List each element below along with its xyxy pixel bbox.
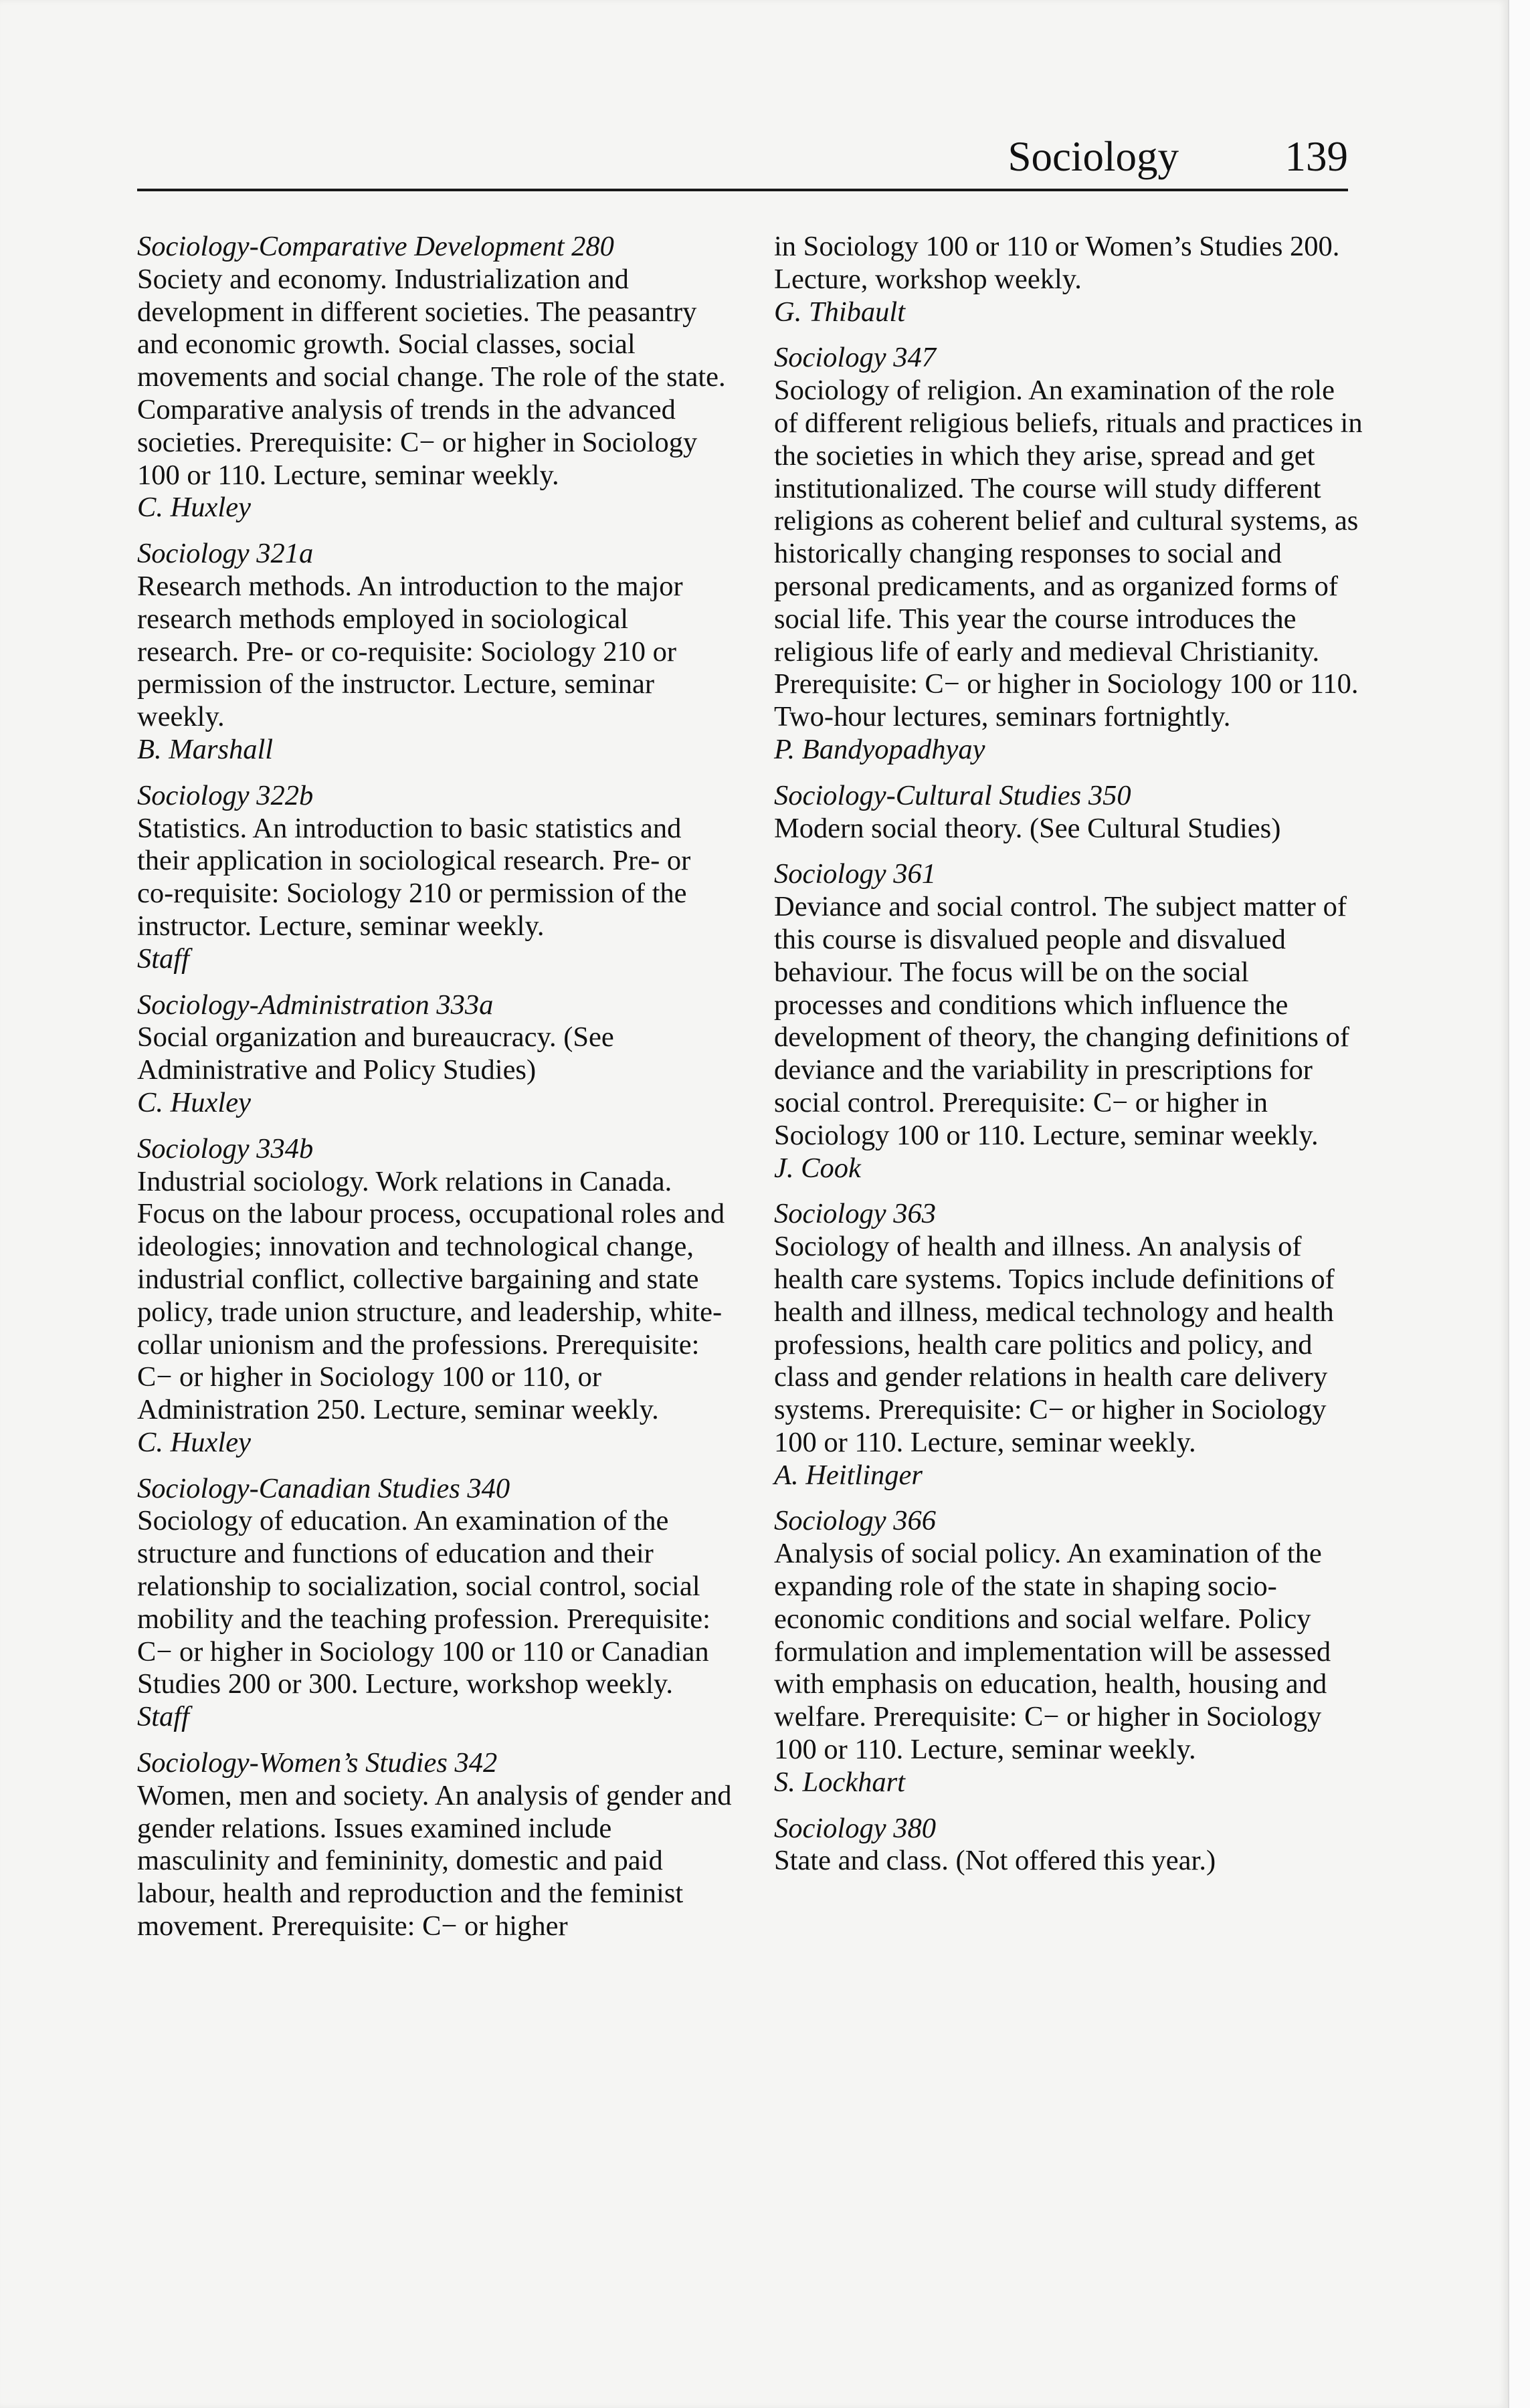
course-description: Women, men and society. An analysis of gender and gender relations. Issues examined include masculinity and femininity, domestic and paid labour, health and reproduction and the feminist movement. Prerequisite: C− or higher — [137, 1779, 732, 1942]
course-entry — [137, 1133, 733, 1460]
course-entry — [137, 780, 733, 976]
course-description: Sociology of religion. An examination of the role of different religious beliefs, rituals and practices in the societies in which they arise, spread and get institutionalized. The course will study different religions as coherent belief and cultural systems, as historically changing responses to social and personal predicaments, and as organized forms of social life. This year the course introduces the religious life of early and medieval Christianity. Prerequisite: C− or higher in Sociology 100 or 110. Two-hour lectures, seminars fortnightly. — [774, 375, 1363, 733]
course-title: Sociology 380 — [774, 1812, 936, 1844]
header-rule — [137, 189, 1348, 191]
course-description: Social organization and bureaucracy. (See Administrative and Policy Studies) — [137, 1021, 614, 1086]
course-entry-continued — [774, 231, 1363, 328]
course-description: Society and economy. Industrialization and development in different societies. The peasantry and economic growth. Social classes, social movements and social change. The role of the state. Comparative analysis of trends in the advanced societies. Prerequisite: C− or higher in Sociology 100 or 110. Lecture, seminar weekly. — [137, 263, 726, 491]
course-instructor: C. Huxley — [137, 1086, 251, 1118]
course-instructor: C. Huxley — [137, 492, 251, 524]
course-instructor: Staff — [137, 1701, 189, 1733]
page-edge — [1508, 0, 1530, 2408]
course-title: Sociology 363 — [774, 1198, 936, 1230]
course-title: Sociology 322b — [137, 779, 314, 811]
course-description: Analysis of social policy. An examination of the expanding role of the state in shaping socio-economic conditions and social welfare. Policy formulation and implementation will be assessed with emphasis on education, health, housing and welfare. Prerequisite: C− or higher in Sociology 100 or 110. Lecture, seminar weekly. — [774, 1538, 1331, 1766]
course-description: Industrial sociology. Work relations in Canada. Focus on the labour process, occupational roles and ideologies; innovation and technological change, industrial conflict, collective bargaining and state policy, trade union structure, and leadership, white-collar unionism and the professions. Prerequisite: C− or higher in Sociology 100 or 110, or Administration 250. Lecture, seminar weekly. — [137, 1165, 725, 1426]
course-title: Sociology 321a — [137, 538, 314, 570]
course-title: Sociology-Women’s Studies 342 — [137, 1747, 498, 1779]
course-instructor: S. Lockhart — [774, 1766, 905, 1798]
course-description: Deviance and social control. The subject matter of this course is disvalued people and disvalued behaviour. The focus will be on the social processes and conditions which influence the development of theory, the changing definitions of deviance and the variability in prescriptions for social control. Prerequisite: C− or higher in Sociology 100 or 110. Lecture, seminar weekly. — [774, 891, 1350, 1151]
course-entry — [137, 538, 733, 767]
course-instructor: B. Marshall — [137, 733, 274, 765]
course-instructor: Staff — [137, 942, 189, 975]
page-number: 139 — [1284, 133, 1348, 180]
course-instructor: C. Huxley — [137, 1426, 251, 1458]
course-title: Sociology 347 — [774, 342, 936, 374]
course-title: Sociology 366 — [774, 1505, 936, 1537]
course-description: Sociology of health and illness. An analysis of health care systems. Topics include definitions of health and illness, medical technology and health professions, health care politics and policy, and class and gender relations in health care delivery systems. Prerequisite: C− or higher in Sociology 100 or 110. Lecture, seminar weekly. — [774, 1231, 1335, 1458]
course-title: Sociology-Administration 333a — [137, 989, 494, 1021]
course-entry — [137, 1747, 733, 1943]
course-entry — [774, 858, 1363, 1185]
course-entry — [137, 989, 733, 1120]
course-entry — [137, 1473, 733, 1734]
running-head — [137, 130, 1348, 184]
course-instructor: G. Thibault — [774, 296, 906, 328]
course-description: Research methods. An introduction to the major research methods employed in sociological research. Pre- or co-requisite: Sociology 210 or permission of the instructor. Lecture, seminar weekly. — [137, 570, 683, 733]
course-description: Sociology of education. An examination of the structure and functions of education and their relationship to socialization, social control, social mobility and the teaching profession. Prerequisite: C− or higher in Sociology 100 or 110 or Canadian Studies 200 or 300. Lecture, workshop weekly. — [137, 1505, 710, 1700]
course-entry — [774, 780, 1363, 845]
course-description: in Sociology 100 or 110 or Women’s Studies 200. Lecture, workshop weekly. — [774, 231, 1340, 295]
course-instructor: P. Bandyopadhyay — [774, 733, 985, 765]
course-description: Modern social theory. (See Cultural Studies) — [774, 812, 1281, 844]
course-title: Sociology-Cultural Studies 350 — [774, 779, 1131, 811]
course-title: Sociology 361 — [774, 858, 936, 890]
course-title: Sociology 334b — [137, 1132, 314, 1165]
course-title: Sociology-Canadian Studies 340 — [137, 1472, 510, 1504]
course-description: Statistics. An introduction to basic statistics and their application in sociological research. Pre- or co-requisite: Sociology 210 or permission of the instructor. Lecture, seminar weekly. — [137, 812, 691, 942]
left-column — [137, 231, 733, 1956]
course-instructor: A. Heitlinger — [774, 1459, 923, 1491]
course-entry — [774, 342, 1363, 766]
course-entry — [774, 1198, 1363, 1492]
course-entry — [774, 1813, 1363, 1878]
course-title: Sociology-Comparative Development 280 — [137, 231, 614, 262]
course-description: State and class. (Not offered this year.) — [774, 1845, 1216, 1877]
section-title: Sociology — [1008, 133, 1179, 180]
right-column — [774, 231, 1363, 1891]
course-entry — [774, 1505, 1363, 1799]
course-instructor: J. Cook — [774, 1152, 861, 1184]
course-entry — [137, 231, 733, 524]
